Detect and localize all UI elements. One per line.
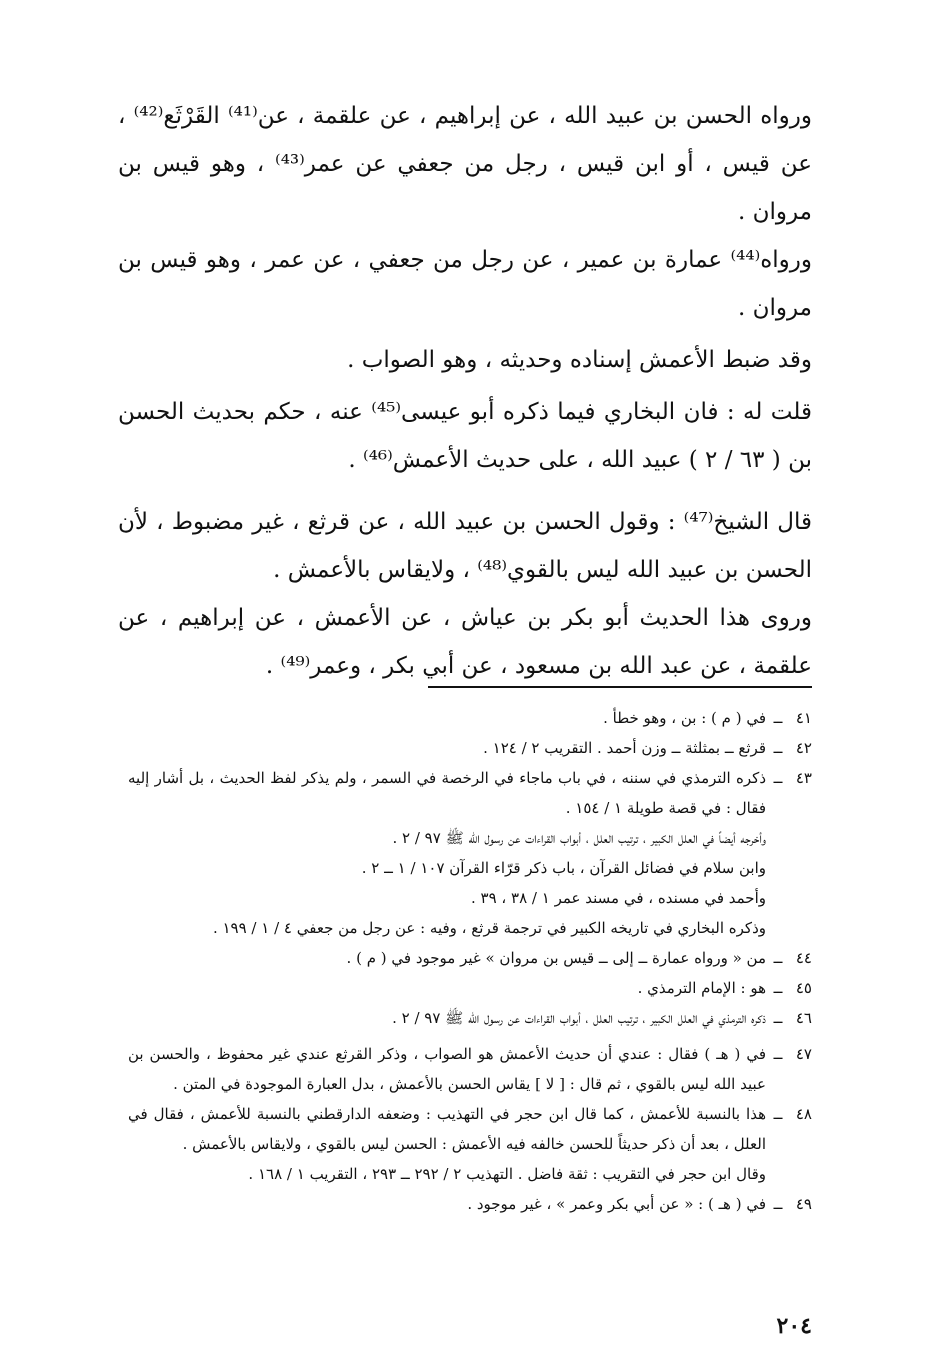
footnote-dash: ــ [773, 739, 783, 757]
paragraph-5: قال الشيخ⁽⁴⁷⁾ : وقول الحسن بن عبيد الله ، عن قرثع ، غير مضبوط ، لأن الحسن بن عبيد الله ليس بالقوي⁽⁴⁸⁾ ، ولايقاس بالأعمش . [118, 509, 812, 583]
footnote-text: قرثع ــ بمثلثة ــ وزن أحمد . التقريب ٢ / ١٢٤ . [483, 739, 766, 757]
footnote-text: وقال ابن حجر في التقريب : ثقة فاضل . التهذيب ٢ / ٢٩٢ ــ ٢٩٣ ، التقريب ١ / ١٦٨ . [248, 1165, 766, 1183]
page-number: ٢٠٤ [776, 1313, 812, 1339]
footnote-48 [128, 1099, 812, 1159]
footnote-number: ٤٥ [795, 979, 812, 997]
main-text [118, 92, 812, 690]
footnote-dash: ــ [773, 979, 783, 997]
paragraph-2: ورواه⁽⁴⁴⁾ عمارة بن عمير ، عن رجل من جعفي ، عن عمر ، وهو قيس بن مروان . [118, 247, 812, 321]
footnote-46 [128, 1003, 812, 1033]
footnote-47 [128, 1039, 812, 1099]
footnote-text: في ( هـ ) : « عن أبي بكر وعمر » ، غير موجود . [467, 1195, 766, 1213]
footnote-41 [128, 703, 812, 733]
footnote-text: وأحمد في مسنده ، في مسند عمر ١ / ٣٨ ، ٣٩ . [470, 889, 766, 907]
footnote-dash: ــ [773, 769, 783, 787]
footnote-text: هذا بالنسبة للأعمش ، كما قال ابن حجر في التهذيب : وضعفه الدارقطني بالنسبة للأعمش ، فقال في العلل ، بعد أن ذكر حديثاً للحسن خالفه فيه الأعمش : الحسن ليس بالقوي ، ولايقاس بالأعمش . [128, 1105, 766, 1153]
footnote-dash: ــ [773, 1009, 783, 1027]
footnote-dash: ــ [773, 709, 783, 727]
footnote-43-continuation-3 [128, 883, 812, 913]
footnote-text: في ( هـ ) فقال : عندي أن حديث الأعمش هو الصواب ، وذكر القرثع عندي غير محفوظ ، والحسن بن عبيد الله ليس بالقوي ، ثم قال : [ لا ] يقاس الحسن بالأعمش ، بدل العبارة الموجودة في المتن . [128, 1045, 766, 1093]
footnote-43-continuation-2 [128, 853, 812, 883]
footnote-44 [128, 943, 812, 973]
footnote-dash: ــ [773, 1045, 783, 1063]
footnote-number: ٤٢ [795, 739, 812, 757]
footnote-43-continuation-4 [128, 913, 812, 943]
footnote-text: ذكره الترمذي في سننه ، في باب ماجاء في الرخصة في السمر ، ولم يذكر لفظ الحديث ، بل أشار إليه فقال : في قصة طويلة ١ / ١٥٤ . [128, 769, 766, 817]
footnote-text: هو : الإمام الترمذي . [637, 979, 766, 997]
paragraph-1: ورواه الحسن بن عبيد الله ، عن إبراهيم ، عن علقمة ، عن⁽⁴¹⁾ القَرْثَع⁽⁴²⁾ ، عن قيس ، أو ابن قيس ، رجل من جعفي عن عمر⁽⁴³⁾ ، وهو قيس بن مروان . [118, 103, 812, 225]
footnote-number: ٤٦ [795, 1009, 812, 1027]
footnote-text: من « ورواه عمارة ــ إلى ــ قيس بن مروان » غير موجود في ( م ) . [346, 949, 766, 967]
footnote-text: في ( م ) : بن ، وهو خطأ . [603, 709, 766, 727]
footnote-number: ٤٤ [795, 949, 812, 967]
footnote-42 [128, 733, 812, 763]
paragraph-4: قلت له : فان البخاري فيما ذكره أبو عيسى⁽⁴⁵⁾ عنه ، حكم بحديث الحسن بن ( ٦٣ / ٢ ) عبيد الله ، على حديث الأعمش⁽⁴⁶⁾ . [118, 399, 813, 473]
footnote-text: وابن سلام في فضائل القرآن ، باب ذكر قرّاء القرآن ١٠٧ / ١ ــ ٢ . [361, 859, 766, 877]
footnote-dash: ــ [773, 949, 783, 967]
footnote-text: وذكره البخاري في تاريخه الكبير في ترجمة قرثع ، وفيه : عن رجل من جعفي ٤ / ١ / ١٩٩ . [212, 919, 766, 937]
footnote-number: ٤٩ [795, 1195, 812, 1213]
footnote-text: وأخرجه أيضاً في العلل الكبير ، ترتيب العلل ، أبواب القراءات عن رسول الله ﷺ ٩٧ / ٢ . [392, 829, 766, 847]
footnote-number: ٤٣ [795, 769, 812, 787]
footnote-43 [128, 763, 812, 823]
footnote-dash: ــ [773, 1105, 783, 1123]
paragraph-3: وقد ضبط الأعمش إسناده وحديثه ، وهو الصواب . [347, 347, 812, 373]
footnote-text: ذكره الترمذي في العلل الكبير ، ترتيب العلل ، أبواب القراءات عن رسول الله ﷺ ٩٧ / ٢ . [392, 1009, 766, 1027]
footnotes [128, 703, 812, 1219]
footnote-48-continuation-1 [128, 1159, 812, 1189]
footnote-separator [428, 686, 812, 688]
footnote-dash: ــ [773, 1195, 783, 1213]
footnote-43-continuation-1 [128, 823, 812, 853]
paragraph-6: وروى هذا الحديث أبو بكر بن عياش ، عن الأعمش ، عن إبراهيم ، عن علقمة ، عن عبد الله بن مسعود ، عن أبي بكر ، وعمر⁽⁴⁹⁾ . [118, 605, 812, 679]
footnote-number: ٤٨ [795, 1105, 812, 1123]
footnote-49 [128, 1189, 812, 1219]
footnote-number: ٤١ [795, 709, 812, 727]
footnote-45 [128, 973, 812, 1003]
footnote-number: ٤٧ [795, 1045, 812, 1063]
